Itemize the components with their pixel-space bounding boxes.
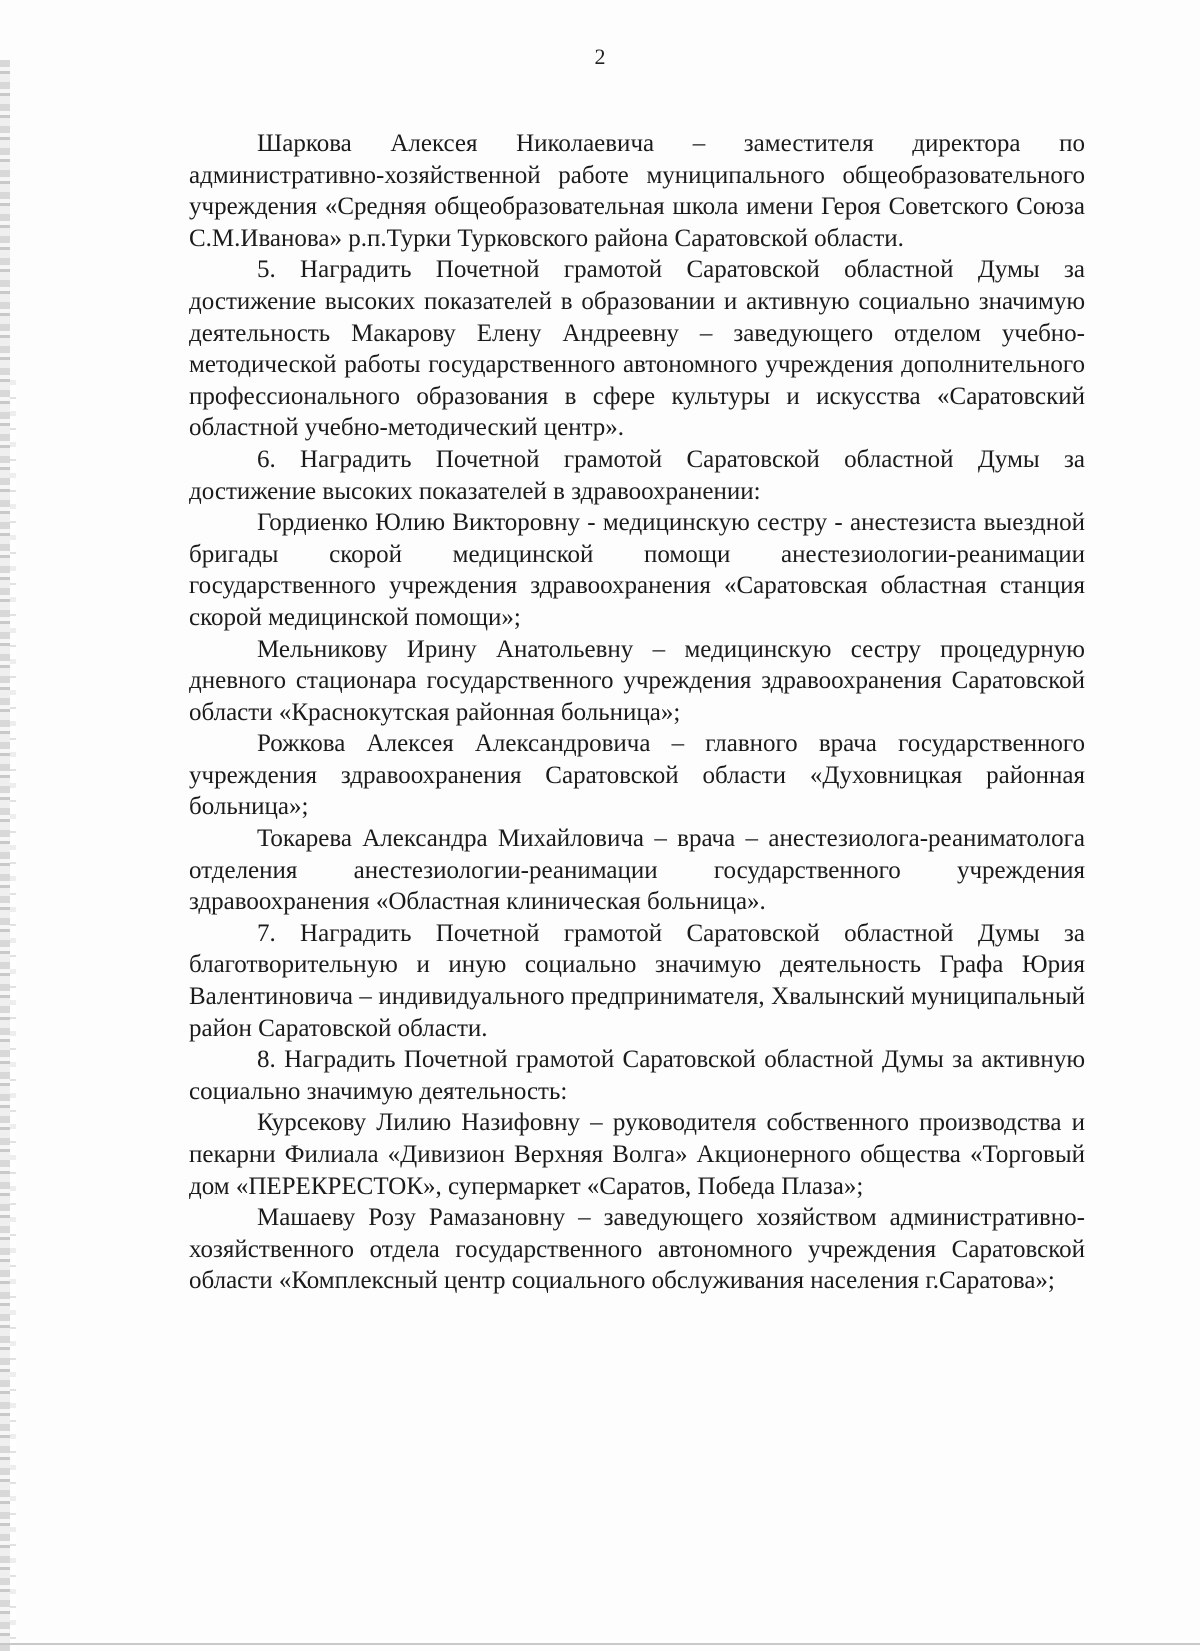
paragraph-sharkov: Шаркова Алексея Николаевича – заместителя директора по административно-хозяйственной работе муниципального общеобразовательного учреждения «Средняя общеобразовательная школа имени Героя Советского Союза С.М.Иванова» р.п.Турки Турковского района Саратовской области.	[189, 130, 1085, 252]
paragraph-gordienko: Гордиенко Юлию Викторовну - медицинскую сестру - анестезиста выездной бригады скорой медицинской помощи анестезиологии-реанимации государственного учреждения здравоохранения «Саратовская областная станция скорой медицинской помощи»;	[189, 509, 1085, 631]
paragraph-kursekova: Курсекову Лилию Назифовну – руководителя собственного производства и пекарни Филиала «Дивизион Верхняя Волга» Акционерного общества «Торговый дом «ПЕРЕКРЕСТОК», супермаркет «Саратов, Победа Плаза»;	[189, 1109, 1085, 1200]
paragraph-item-7: 7. Наградить Почетной грамотой Саратовской областной Думы за благотворительную и иную социально значимую деятельность Графа Юрия Валентиновича – индивидуального предпринимателя, Хвалынский муниципальный район Саратовской области.	[189, 919, 1085, 1042]
paragraph-item-5: 5. Наградить Почетной грамотой Саратовской областной Думы за достижение высоких показателей в образовании и активную социально значимую деятельность Макарову Елену Андреевну – заведующего отделом учебно-методической работы государственного автономного учреждения дополнительного профессионального образования в сфере культуры и искусства «Саратовский областной учебно-методический центр».	[189, 256, 1085, 442]
paragraph-tokarev: Токарева Александра Михайловича – врача – анестезиолога-реаниматолога отделения анестезиологии-реанимации государственного учреждения здравоохранения «Областная клиническая больница».	[189, 825, 1085, 916]
scan-edge-artifact	[0, 60, 10, 1651]
paragraph-item-6: 6. Наградить Почетной грамотой Саратовской областной Думы за достижение высоких показателей в здравоохранении:	[189, 445, 1085, 505]
document-body	[189, 128, 1085, 1297]
paragraph-mashaeva: Машаеву Розу Рамазановну – заведующего хозяйством административно-хозяйственного отдела государственного автономного учреждения Саратовской области «Комплексный центр социального обслуживания населения г.Саратова»;	[189, 1204, 1085, 1295]
paragraph-rozhkov: Рожкова Алексея Александровича – главного врача государственного учреждения здравоохранения Саратовской области «Духовницкая районная больница»;	[189, 730, 1085, 821]
scan-edge-artifact-inner	[10, 380, 16, 1651]
paragraph-item-8: 8. Наградить Почетной грамотой Саратовской областной Думы за активную социально значимую деятельность:	[189, 1046, 1085, 1105]
page-number: 2	[594, 44, 606, 69]
paragraph-melnikova: Мельникову Ирину Анатольевну – медицинскую сестру процедурную дневного стационара государственного учреждения здравоохранения Саратовской области «Краснокутская районная больница»;	[189, 635, 1085, 726]
scan-bottom-line	[0, 1643, 1200, 1645]
